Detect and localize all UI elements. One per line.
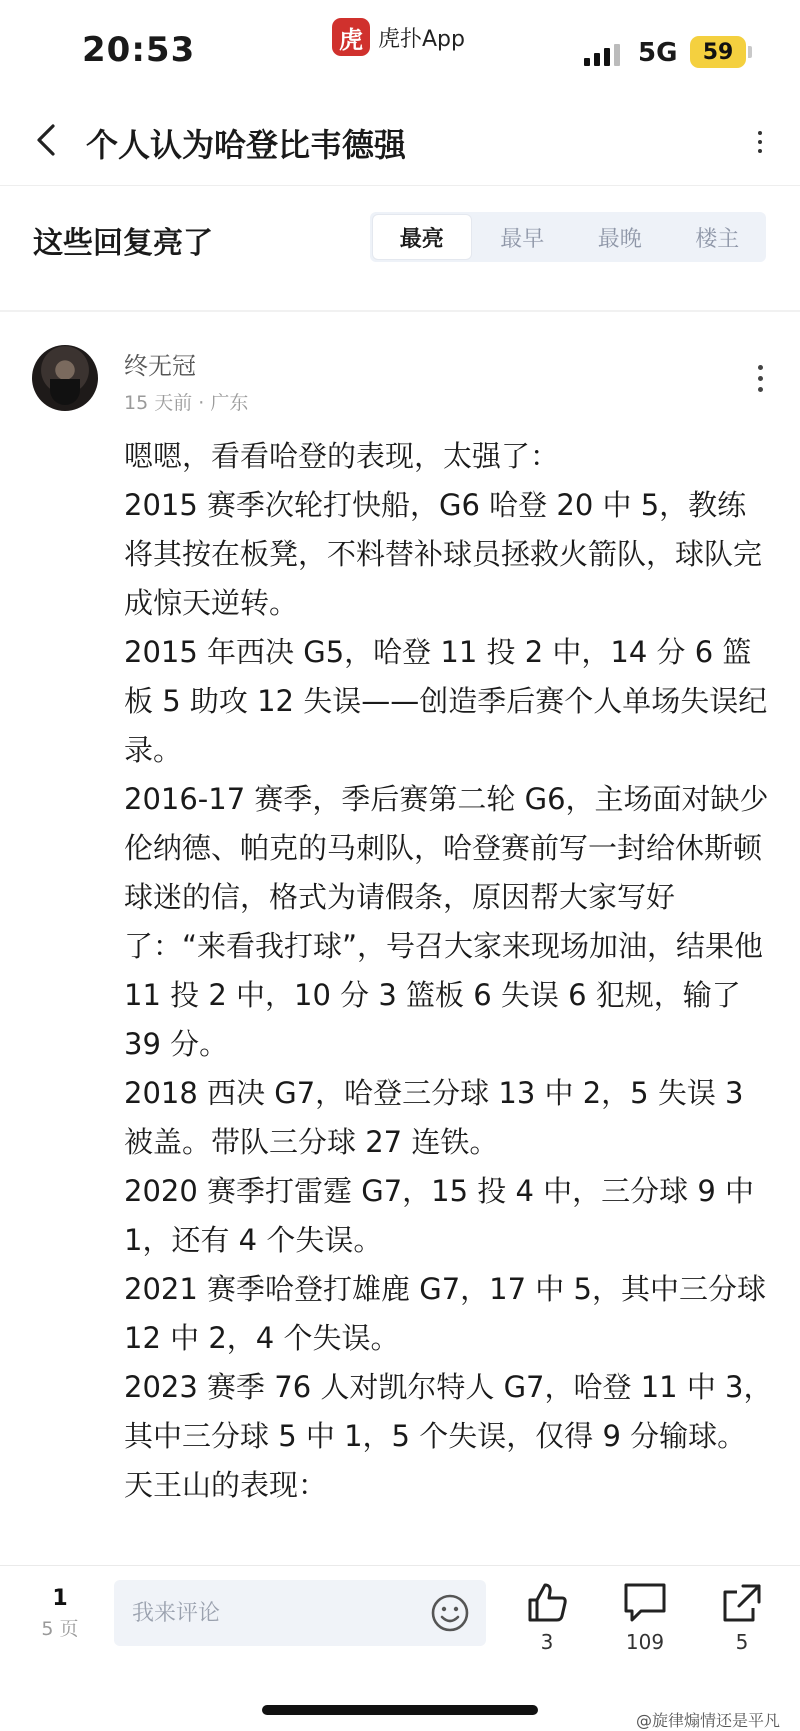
page-current: 1 bbox=[52, 1586, 68, 1611]
share-icon bbox=[719, 1580, 765, 1626]
watermark: @旋律煽情还是平凡 bbox=[636, 1711, 781, 1730]
app-badge bbox=[332, 18, 465, 56]
battery-tip bbox=[748, 46, 752, 58]
comment-paragraph: 2020 赛季打雷霆 G7，15 投 4 中，三分球 9 中 1，还有 4 个失误。 bbox=[124, 1174, 755, 1257]
comment-more-icon[interactable] bbox=[745, 358, 775, 398]
sort-tabs bbox=[370, 212, 766, 262]
nav-bar bbox=[0, 100, 800, 186]
comment-paragraph: 2015 赛季次轮打快船，G6 哈登 20 中 5，教练将其按在板凳，不料替补球员拯救火箭队，球队完成惊天逆转。 bbox=[124, 488, 763, 620]
app-logo: 虎 bbox=[332, 18, 370, 56]
comment-paragraph: 天王山的表现： bbox=[124, 1468, 328, 1502]
app-name: 虎扑App bbox=[378, 26, 465, 52]
battery-icon: 59 bbox=[690, 36, 746, 68]
emoji-icon[interactable] bbox=[430, 1593, 470, 1633]
replies-header bbox=[0, 186, 800, 286]
tab-earliest[interactable]: 最早 bbox=[500, 226, 545, 252]
comment-paragraph: 2018 西决 G7，哈登三分球 13 中 2，5 失误 3 被盖。带队三分球 27 连铁。 bbox=[124, 1076, 744, 1159]
tab-latest[interactable]: 最晚 bbox=[597, 226, 642, 252]
status-bar bbox=[0, 0, 800, 100]
comment-body bbox=[124, 432, 774, 1510]
comment-paragraph: 2023 赛季 76 人对凯尔特人 G7，哈登 11 中 3，其中三分球 5 中 1，5 个失误，仅得 9 分输球。 bbox=[124, 1370, 773, 1453]
comment-paragraph: 2021 赛季哈登打雄鹿 G7，17 中 5，其中三分球 12 中 2，4 个失误。 bbox=[124, 1272, 766, 1355]
more-vertical-icon[interactable] bbox=[745, 122, 775, 162]
username[interactable]: 终无冠 bbox=[124, 352, 196, 380]
page-total: 5 页 bbox=[41, 1618, 79, 1640]
tab-brightest[interactable]: 最亮 bbox=[373, 215, 471, 259]
reply-count: 109 bbox=[625, 1630, 665, 1654]
status-time: 20:53 bbox=[82, 30, 196, 70]
share-count: 5 bbox=[735, 1630, 749, 1654]
comment-paragraph: 2016-17 赛季，季后赛第二轮 G6，主场面对缺少伦纳德、帕克的马刺队，哈登赛前写一封给休斯顿球迷的信，格式为请假条，原因帮大家写好了：“来看我打球”，号召大家来现场加油，结果他 11 投 2 中，10 分 3 篮板 6 失误 6 犯规，输了 39 分。 bbox=[124, 782, 769, 1061]
tab-op-only[interactable]: 楼主 bbox=[695, 226, 740, 252]
section-title: 这些回复亮了 bbox=[33, 226, 213, 261]
page-indicator[interactable] bbox=[30, 1584, 90, 1644]
comment-paragraph: 嗯嗯，看看哈登的表现，太强了： bbox=[124, 439, 560, 473]
comment-paragraph: 2015 年西决 G5，哈登 11 投 2 中，14 分 6 篮板 5 助攻 12 失误——创造季后赛个人单场失误纪录。 bbox=[124, 635, 768, 767]
network-type: 5G bbox=[638, 38, 678, 68]
home-indicator bbox=[262, 1705, 538, 1715]
reply-button[interactable] bbox=[610, 1580, 680, 1654]
back-button[interactable] bbox=[26, 120, 66, 160]
bottom-bar bbox=[0, 1565, 800, 1731]
avatar[interactable] bbox=[32, 345, 98, 411]
comment-icon bbox=[621, 1580, 669, 1626]
chevron-left-icon bbox=[35, 123, 57, 157]
signal-icon bbox=[584, 44, 620, 66]
page-title: 个人认为哈登比韦德强 bbox=[86, 126, 407, 164]
comment-meta: 15 天前 · 广东 bbox=[124, 392, 249, 414]
like-button[interactable] bbox=[512, 1580, 582, 1654]
divider bbox=[0, 310, 800, 312]
thumbs-up-icon bbox=[524, 1580, 570, 1626]
like-count: 3 bbox=[540, 1630, 554, 1654]
share-button[interactable] bbox=[707, 1580, 777, 1654]
